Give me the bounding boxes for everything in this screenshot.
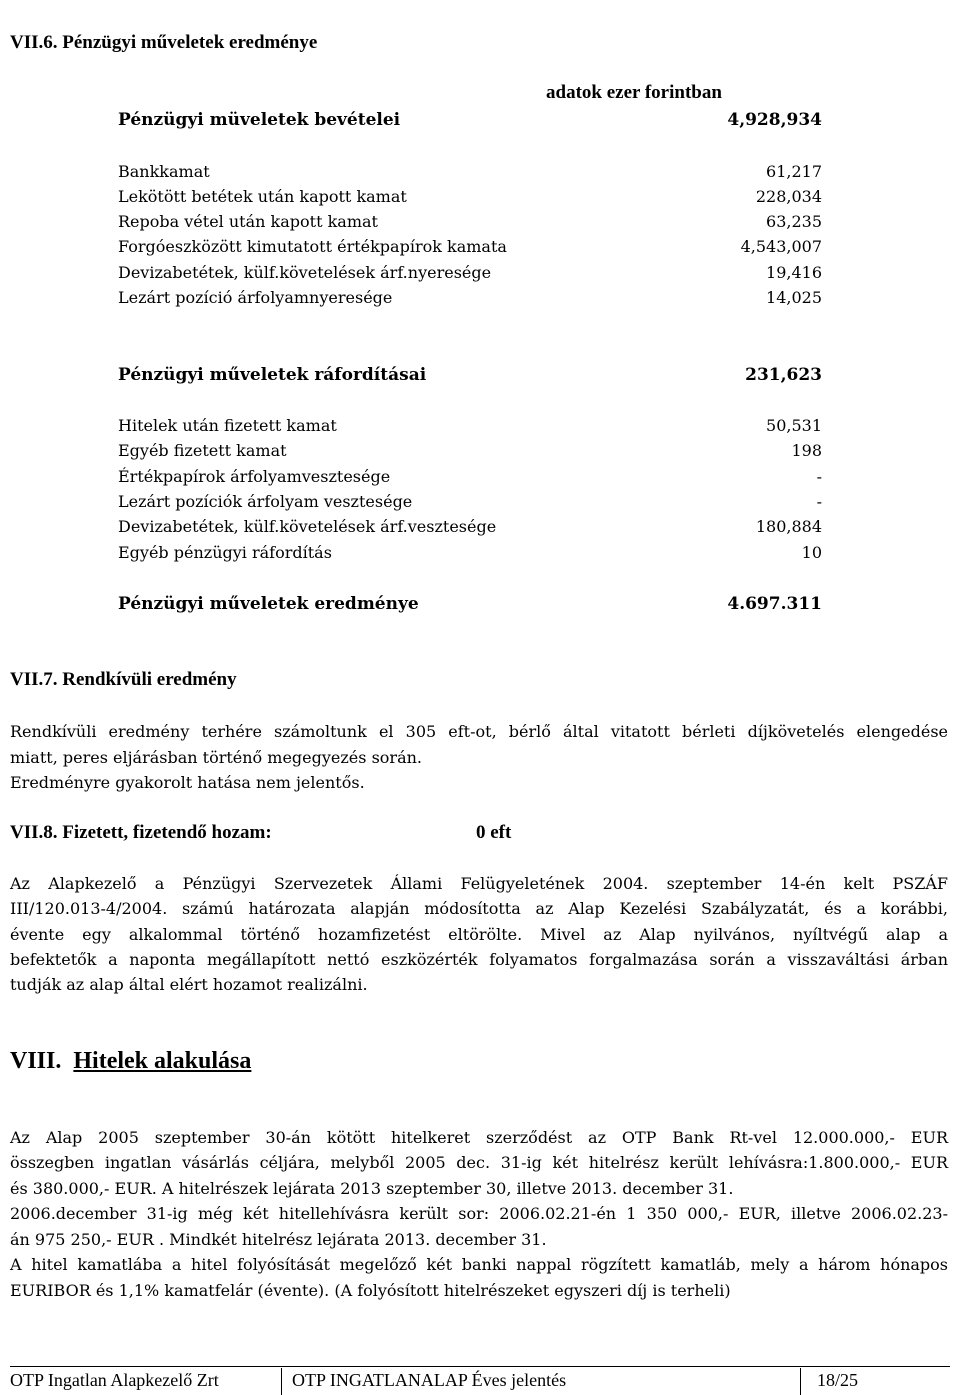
income-header-label: Pénzügyi müveletek bevételei xyxy=(118,110,401,130)
income-row xyxy=(118,159,822,185)
footer-company: OTP Ingatlan Alapkezelő Zrt xyxy=(10,1370,219,1390)
paragraph-line: tudják az alap által elért hozamot realizálni. xyxy=(10,975,368,994)
expense-row xyxy=(118,438,822,464)
income-row xyxy=(118,285,822,311)
row-value: - xyxy=(816,492,822,511)
paragraph-line: összegben ingatlan vásárlás céljára, melyből 2005 dec. 31-ig két hitelrész került lehívásra:1.800.000,- EUR xyxy=(10,1153,948,1172)
row-label: Devizabetétek, külf.követelések árf.vesztesége xyxy=(118,517,497,536)
row-label: Értékpapírok árfolyamvesztesége xyxy=(118,467,391,486)
result-row xyxy=(118,591,822,617)
row-label: Egyéb fizetett kamat xyxy=(118,441,287,460)
result-label: Pénzügyi műveletek eredménye xyxy=(118,594,419,614)
footer-separator xyxy=(800,1368,801,1395)
footer-rule xyxy=(10,1366,950,1367)
row-label: Egyéb pénzügyi ráfordítás xyxy=(118,543,332,562)
paragraph-line: III/120.013-4/2004. számú határozata alapján módosította az Alap Kezelési Szabályzatát, és a korábbi, xyxy=(10,899,948,918)
footer-separator xyxy=(281,1368,282,1395)
row-value: - xyxy=(816,467,822,486)
expense-row xyxy=(118,489,822,515)
paragraph-line: Eredményre gyakorolt hatása nem jelentős. xyxy=(10,773,365,792)
row-value: 180,884 xyxy=(755,517,822,536)
section-heading: Hitelek alakulása xyxy=(73,1048,252,1074)
row-label: Repoba vétel után kapott kamat xyxy=(118,212,378,231)
paragraph-line: Rendkívüli eredmény terhére számoltunk el 305 eft-ot, bérlő által vitatott bérleti díjkövetelés elengedése xyxy=(10,722,948,741)
paragraph-line: A hitel kamatlába a hitel folyósítását megelőző két banki nappal rögzített kamatláb, mely a három hónapos xyxy=(10,1255,948,1274)
row-value: 61,217 xyxy=(766,162,822,181)
income-header-row xyxy=(118,107,822,133)
expense-header-label: Pénzügyi műveletek ráfordításai xyxy=(118,365,427,385)
expense-row xyxy=(118,514,822,540)
income-row xyxy=(118,234,822,260)
paragraph-line: befektetők a naponta megállapított nettó eszközérték folyamatos forgalmazása során a visszaváltási árban xyxy=(10,950,948,969)
row-value: 50,531 xyxy=(766,416,822,435)
row-value: 198 xyxy=(791,441,822,460)
row-value: 63,235 xyxy=(766,212,822,231)
paragraph-line: EURIBOR és 1,1% kamatfelár (évente). (A folyósított hitelrészeket egyszeri díj is terheli) xyxy=(10,1281,731,1300)
row-label: Lekötött betétek után kapott kamat xyxy=(118,187,407,206)
paragraph-line: miatt, peres eljárásban történő megegyezés során. xyxy=(10,748,422,767)
paragraph-line: 2006.december 31-ig még két hitellehívásra került sor: 2006.02.21-én 1 350 000,- EUR, illetve 2006.02.23- xyxy=(10,1204,948,1223)
section-title-vii8: VII.8. Fizetett, fizetendő hozam: xyxy=(10,822,272,843)
income-row xyxy=(118,209,822,235)
vii8-value: 0 eft xyxy=(476,822,512,843)
row-value: 14,025 xyxy=(766,288,822,307)
paragraph-line: án 975 250,- EUR . Mindkét hitelrész lejárata 2013. december 31. xyxy=(10,1230,547,1249)
row-label: Hitelek után fizetett kamat xyxy=(118,416,337,435)
expense-row xyxy=(118,464,822,490)
section-number: VIII. xyxy=(10,1048,62,1074)
row-label: Forgóeszközött kimutatott értékpapírok kamata xyxy=(118,237,507,256)
expense-header-value: 231,623 xyxy=(745,365,822,385)
expense-row xyxy=(118,540,822,566)
income-header-value: 4,928,934 xyxy=(727,110,822,130)
row-label: Devizabetétek, külf.követelések árf.nyeresége xyxy=(118,263,492,282)
row-value: 19,416 xyxy=(766,263,822,282)
row-value: 4,543,007 xyxy=(740,237,822,256)
footer-report-title: OTP INGATLANALAP Éves jelentés xyxy=(292,1370,567,1390)
footer-page-number: 18/25 xyxy=(817,1370,859,1390)
row-value: 228,034 xyxy=(755,187,822,206)
units-note: adatok ezer forintban xyxy=(546,82,722,103)
paragraph-line: és 380.000,- EUR. A hitelrészek lejárata 2013 szeptember 30, illetve 2013. december 31. xyxy=(10,1179,734,1198)
paragraph-line: Az Alapkezelő a Pénzügyi Szervezetek Állami Felügyeletének 2004. szeptember 14-én kelt PSZÁF xyxy=(10,874,948,893)
section-title-viii xyxy=(10,1048,251,1075)
row-value: 10 xyxy=(801,543,822,562)
expense-row xyxy=(118,413,822,439)
paragraph-line: Az Alap 2005 szeptember 30-án kötött hitelkeret szerződést az OTP Bank Rt-vel 12.000.000,- EUR xyxy=(10,1128,948,1147)
paragraph-line: évente egy alkalommal történő hozamfizetést eltörölte. Mivel az Alap nyilvános, nyíltvégű alap a xyxy=(10,925,948,944)
row-label: Lezárt pozíciók árfolyam vesztesége xyxy=(118,492,413,511)
row-label: Bankkamat xyxy=(118,162,210,181)
income-row xyxy=(118,260,822,286)
result-value: 4.697.311 xyxy=(727,594,822,614)
row-label: Lezárt pozíció árfolyamnyeresége xyxy=(118,288,393,307)
section-title-vii6: VII.6. Pénzügyi műveletek eredménye xyxy=(10,32,318,53)
section-title-vii7: VII.7. Rendkívüli eredmény xyxy=(10,669,237,690)
income-row xyxy=(118,184,822,210)
expense-header-row xyxy=(118,362,822,388)
